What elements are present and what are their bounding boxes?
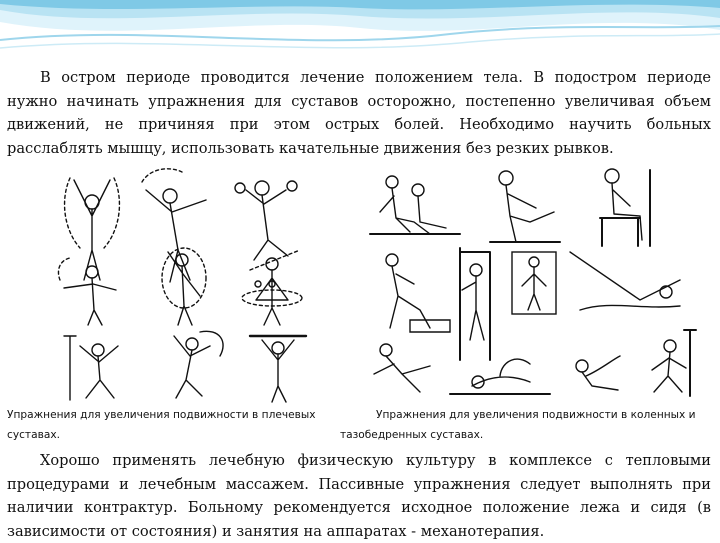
shoulder-exercises-caption: Упражнения для увеличения подвижности в плечевых суставах.: [7, 409, 316, 441]
caption-line-2: тазобедренных суставах.: [340, 429, 484, 441]
caption-line-1: Упражнения для увеличения подвижности в коленных и: [376, 409, 696, 421]
intro-paragraph: В остром периоде проводится лечение положением тела. В подостром периоде нужно начинать упражнения для суставов осторожно, постепенно увеличивая объем движений, не причиняя при этом острых болей. Необходимо научить больных расслаблять мышцу, использовать качательные движения без резких рывков.: [7, 69, 711, 157]
knee-hip-exercises-caption: [340, 405, 718, 445]
knee-hip-exercises-illustration: [350, 160, 715, 405]
header-wave-banner: [0, 0, 720, 58]
conclusion-paragraph: Хорошо применять лечебную физическую культуру в комплексе с тепловыми процедурами и лечебным массажем. Пассивные упражнения следует выполнять при наличии контрактур. Больному рекомендуется исходное положение лежа и сидя (в зависимости от состояния) и занятия на аппаратах - механотерапия.: [7, 452, 711, 540]
shoulder-exercises-illustration: [50, 160, 320, 405]
